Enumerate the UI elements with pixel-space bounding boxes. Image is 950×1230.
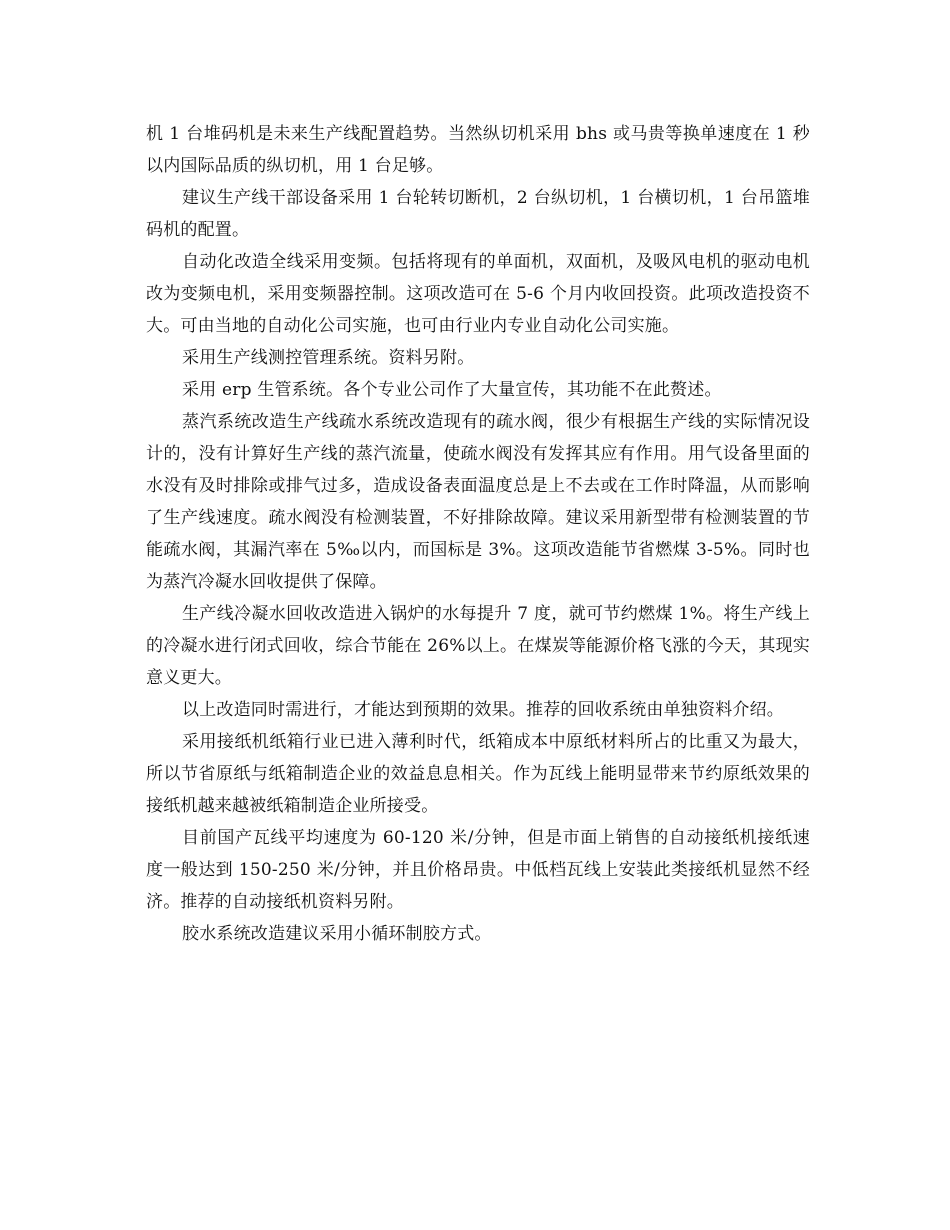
paragraph-1: 机 1 台堆码机是未来生产线配置趋势。当然纵切机采用 bhs 或马贵等换单速度在 1 秒以内国际品质的纵切机，用 1 台足够。 (146, 124, 810, 176)
paragraph-6: 蒸汽系统改造生产线疏水系统改造现有的疏水阀，很少有根据生产线的实际情况设计的，没有计算好生产线的蒸汽流量，使疏水阀没有发挥其应有作用。用气设备里面的水没有及时排除或排气过多，造成设备表面温度总是上不去或在工作时降温，从而影响了生产线速度。疏水阀没有检测装置，不好排除故障。建议采用新型带有检测装置的节能疏水阀，其漏汽率在 5‰以内，而国标是 3%。这项改造能节省燃煤 3-5%。同时也为蒸汽冷凝水回收提供了保障。 (146, 412, 810, 592)
paragraph-7: 生产线冷凝水回收改造进入锅炉的水每提升 7 度，就可节约燃煤 1%。将生产线上的冷凝水进行闭式回收，综合节能在 26%以上。在煤炭等能源价格飞涨的今天，其现实意义更大。 (146, 604, 810, 688)
document-body (146, 118, 810, 950)
paragraph-11: 胶水系统改造建议采用小循环制胶方式。 (182, 924, 492, 944)
paragraph-5: 采用 erp 生管系统。各个专业公司作了大量宣传，其功能不在此赘述。 (182, 380, 722, 400)
paragraph-8: 以上改造同时需进行，才能达到预期的效果。推荐的回收系统由单独资料介绍。 (182, 700, 784, 720)
paragraph-9: 采用接纸机纸箱行业已进入薄利时代，纸箱成本中原纸材料所占的比重又为最大，所以节省原纸与纸箱制造企业的效益息息相关。作为瓦线上能明显带来节约原纸效果的接纸机越来越被纸箱制造企业所接受。 (146, 732, 810, 816)
paragraph-3: 自动化改造全线采用变频。包括将现有的单面机，双面机，及吸风电机的驱动电机改为变频电机，采用变频器控制。这项改造可在 5-6 个月内收回投资。此项改造投资不大。可由当地的自动化公司实施，也可由行业内专业自动化公司实施。 (146, 252, 810, 336)
paragraph-4: 采用生产线测控管理系统。资料另附。 (182, 348, 475, 368)
paragraph-10: 目前国产瓦线平均速度为 60-120 米/分钟，但是市面上销售的自动接纸机接纸速度一般达到 150-250 米/分钟，并且价格昂贵。中低档瓦线上安装此类接纸机显然不经济。推荐的自动接纸机资料另附。 (146, 828, 810, 912)
paragraph-2: 建议生产线干部设备采用 1 台轮转切断机，2 台纵切机，1 台横切机，1 台吊篮堆码机的配置。 (146, 188, 810, 240)
